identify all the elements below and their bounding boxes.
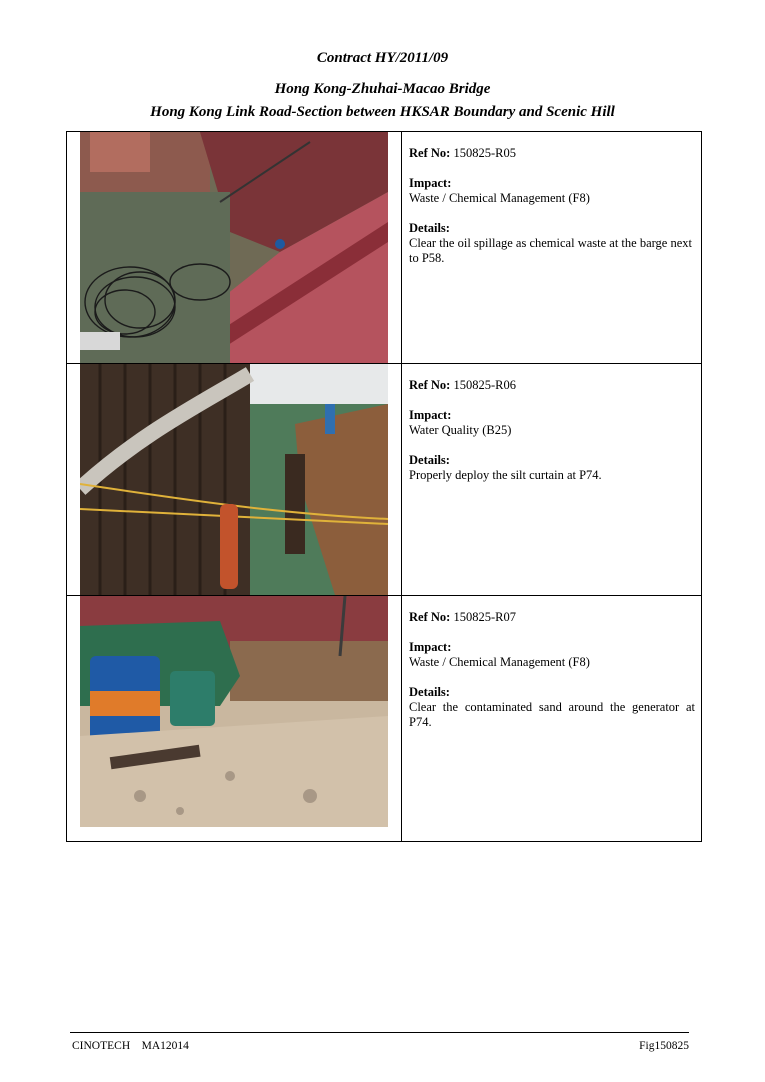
footer-right: Fig150825 [639,1040,689,1052]
project-title: Hong Kong-Zhuhai-Macao Bridge [274,81,491,97]
observation-text-cell [402,132,702,364]
details-value: Properly deploy the silt curtain at P74. [409,468,602,482]
observation-text-cell [402,596,702,842]
section-title: Hong Kong Link Road-Section between HKSAR Boundary and Scenic Hill [150,104,615,120]
ref-number: 150825-R07 [453,610,516,624]
photo-cell [67,364,402,596]
ref-number: 150825-R06 [453,378,516,392]
observation-table [66,131,702,842]
impact-value: Waste / Chemical Management (F8) [409,191,590,205]
impact-value: Waste / Chemical Management (F8) [409,655,590,669]
impact-label: Impact: [409,640,452,654]
footer-divider [70,1032,689,1033]
site-photo-oil-spillage [80,132,388,363]
ref-label: Ref No: [409,146,451,160]
site-photo-silt-curtain [80,364,388,595]
impact-value: Water Quality (B25) [409,423,512,437]
observation-row [67,596,702,842]
details-label: Details: [409,221,450,235]
ref-label: Ref No: [409,610,451,624]
details-label: Details: [409,453,450,467]
ref-number: 150825-R05 [453,146,516,160]
photo-cell [67,132,402,364]
photo-cell [67,596,402,842]
impact-label: Impact: [409,408,452,422]
observation-text-cell [402,364,702,596]
observation-row [67,364,702,596]
details-value: Clear the oil spillage as chemical waste at the barge next to P58. [409,236,692,265]
observation-row [67,132,702,364]
details-value: Clear the contaminated sand around the generator at P74. [409,700,695,729]
impact-label: Impact: [409,176,452,190]
ref-label: Ref No: [409,378,451,392]
site-photo-contaminated-sand [80,596,388,827]
footer-left: CINOTECH MA12014 [72,1040,189,1052]
details-label: Details: [409,685,450,699]
contract-title: Contract HY/2011/09 [316,50,449,66]
